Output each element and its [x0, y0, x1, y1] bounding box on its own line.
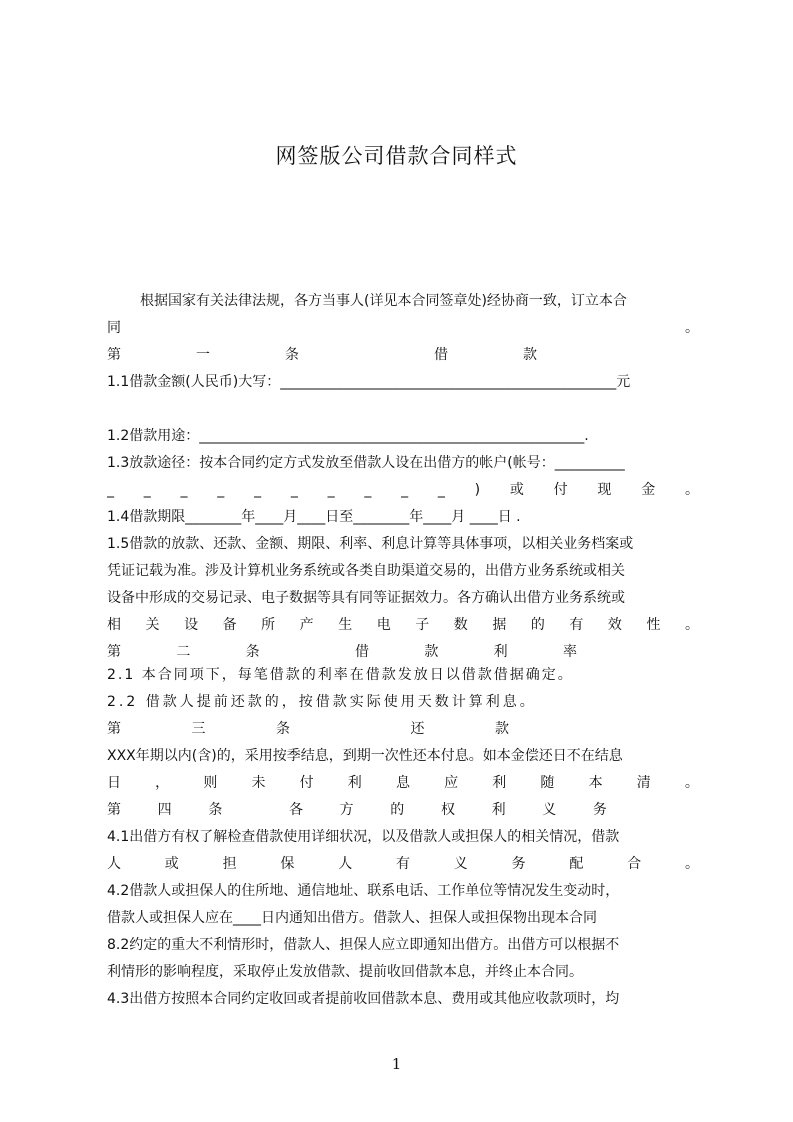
heading-char: 款	[424, 644, 439, 660]
char: _	[327, 482, 335, 498]
text-fragment: 同	[107, 320, 121, 336]
heading-char: 第	[107, 347, 121, 363]
heading-char: 利	[491, 802, 506, 818]
char: 。	[684, 482, 699, 498]
char: 现	[597, 482, 612, 498]
char: 人	[338, 856, 353, 872]
char: 则	[203, 775, 218, 791]
paragraph-line	[107, 317, 699, 339]
char: ，	[155, 775, 170, 791]
char: 生	[338, 617, 353, 633]
heading-char: 第	[107, 644, 121, 660]
heading-char: 各	[288, 802, 303, 818]
char: 有	[569, 617, 584, 633]
char: 关	[145, 617, 160, 633]
char: _	[143, 482, 151, 498]
page-number: 1	[391, 1055, 402, 1073]
heading-char: 的	[390, 802, 405, 818]
char: 子	[415, 617, 430, 633]
heading-char: 款	[523, 347, 537, 363]
char: 产	[299, 617, 314, 633]
char: _	[401, 482, 409, 498]
char: 日	[107, 775, 121, 791]
char: 。	[684, 856, 699, 872]
char: 备	[222, 617, 237, 633]
heading-char: 方	[339, 802, 354, 818]
document-title: 网签版公司借款合同样式	[275, 144, 518, 168]
heading-char: 第	[107, 721, 121, 737]
heading-char: 条	[276, 721, 290, 737]
char: 随	[540, 775, 555, 791]
char: 数	[453, 617, 468, 633]
paragraph-line: 利情形的影响程度，采取停止发放借款、提前收回借款本息，并终止本合同。	[107, 964, 583, 980]
char: 配	[569, 856, 584, 872]
heading-char: 款	[495, 721, 509, 737]
char: 。	[684, 775, 699, 791]
char: 清	[636, 775, 651, 791]
paragraph-line: 凭证记载为准。涉及计算机业务系统或各类自助渠道交易的，出借方业务系统或相关	[107, 563, 625, 579]
paragraph-line: 1.1借款金额(人民币)大写：________________________________________________元	[107, 374, 631, 390]
heading-char: 一	[196, 347, 210, 363]
paragraph-line: 设备中形成的交易记录、电子数据等具有同等证据效力。各方确认出借方业务系统或	[107, 590, 625, 606]
char: _	[437, 482, 445, 498]
char: 付	[299, 775, 314, 791]
char: 务	[511, 856, 526, 872]
char: _	[364, 482, 372, 498]
heading-char: 率	[562, 644, 577, 660]
heading-char: 借	[354, 644, 369, 660]
section-heading-1	[107, 344, 537, 366]
char: 金	[641, 482, 656, 498]
char: _	[290, 482, 298, 498]
char: 未	[251, 775, 266, 791]
char: 或	[509, 482, 524, 498]
char: 保	[280, 856, 295, 872]
heading-char: 权	[440, 802, 455, 818]
paragraph-line	[107, 614, 699, 636]
heading-char: 四	[157, 802, 172, 818]
heading-char: 条	[208, 802, 223, 818]
section-heading-2	[107, 641, 577, 663]
paragraph-line: 8.2约定的重大不利情形时，借款人、担保人应立即通知出借方。出借方可以根据不	[107, 937, 620, 953]
char: 或	[164, 856, 179, 872]
char: 利	[492, 775, 507, 791]
heading-char: 第	[107, 802, 121, 818]
paragraph-line: 2.2 借款人提前还款的，按借款实际使用天数计算利息。	[107, 694, 537, 710]
paragraph-line: 借款人或担保人应在____日内通知出借方。借款人、担保人或担保物出现本合同	[107, 910, 597, 926]
char: 性	[646, 617, 661, 633]
char: 人	[107, 856, 121, 872]
char: 应	[444, 775, 459, 791]
char: _	[217, 482, 225, 498]
heading-char: 借	[434, 347, 448, 363]
paragraph-line: 4.1出借方有权了解检查借款使用详细状况，以及借款人或担保人的相关情况，借款	[107, 829, 620, 845]
char: 本	[588, 775, 603, 791]
char: 相	[107, 617, 121, 633]
heading-char: 条	[245, 644, 260, 660]
char: 设	[184, 617, 199, 633]
heading-char: 务	[592, 802, 607, 818]
paragraph-line: 1.3放款途径：按本合同约定方式发放至借款人设在出借方的帐户(帐号：__________	[107, 455, 625, 471]
char: 效	[607, 617, 622, 633]
char: 所	[261, 617, 276, 633]
char: 。	[684, 617, 699, 633]
char: _	[180, 482, 188, 498]
heading-char: 条	[285, 347, 299, 363]
char: 息	[395, 775, 410, 791]
char: 的	[530, 617, 545, 633]
char: _	[107, 482, 114, 498]
paragraph-line: 1.2借款用途：_______________________________________________________.	[107, 428, 589, 444]
section-heading-3	[107, 718, 509, 740]
paragraph-line	[107, 853, 699, 875]
char: 义	[453, 856, 468, 872]
paragraph-line: 2.1 本合同项下，每笔借款的利率在借款发放日以借款借据确定。	[107, 667, 574, 683]
paragraph-line: XXX年期以内(含)的，采用按季结息，到期一次性还本付息。如本金偿还日不在结息	[107, 748, 623, 764]
paragraph-line: 1.5借款的放款、还款、金额、期限、利率、利息计算等具体事项，以相关业务档案或	[107, 536, 634, 552]
heading-char: 二	[176, 644, 191, 660]
char: 有	[395, 856, 410, 872]
paragraph-line: 1.4借款期限________年____月____日至________年____月 ____日 .	[107, 509, 521, 525]
char: )	[474, 482, 481, 498]
section-heading-4	[107, 799, 607, 821]
char: _	[254, 482, 262, 498]
heading-char: 三	[191, 721, 206, 737]
heading-char: 利	[493, 644, 508, 660]
char: 担	[222, 856, 237, 872]
char: 付	[553, 482, 568, 498]
paragraph-line	[107, 479, 699, 501]
char: 合	[627, 856, 642, 872]
paragraph-line: 根据国家有关法律法规，各方当事人(详见本合同签章处)经协商一致，订立本合	[140, 293, 627, 309]
paragraph-line: 4.3出借方按照本合同约定收回或者提前收回借款本息、费用或其他应收款项时，均	[107, 991, 620, 1007]
paragraph-line	[107, 772, 699, 794]
char: 据	[492, 617, 507, 633]
heading-char: 还	[410, 721, 425, 737]
paragraph-line: 4.2借款人或担保人的住所地、通信地址、联系电话、工作单位等情况发生变动时，	[107, 883, 620, 899]
char: 电	[376, 617, 391, 633]
heading-char: 义	[542, 802, 557, 818]
char: 利	[347, 775, 362, 791]
text-fragment: 。	[685, 320, 699, 336]
